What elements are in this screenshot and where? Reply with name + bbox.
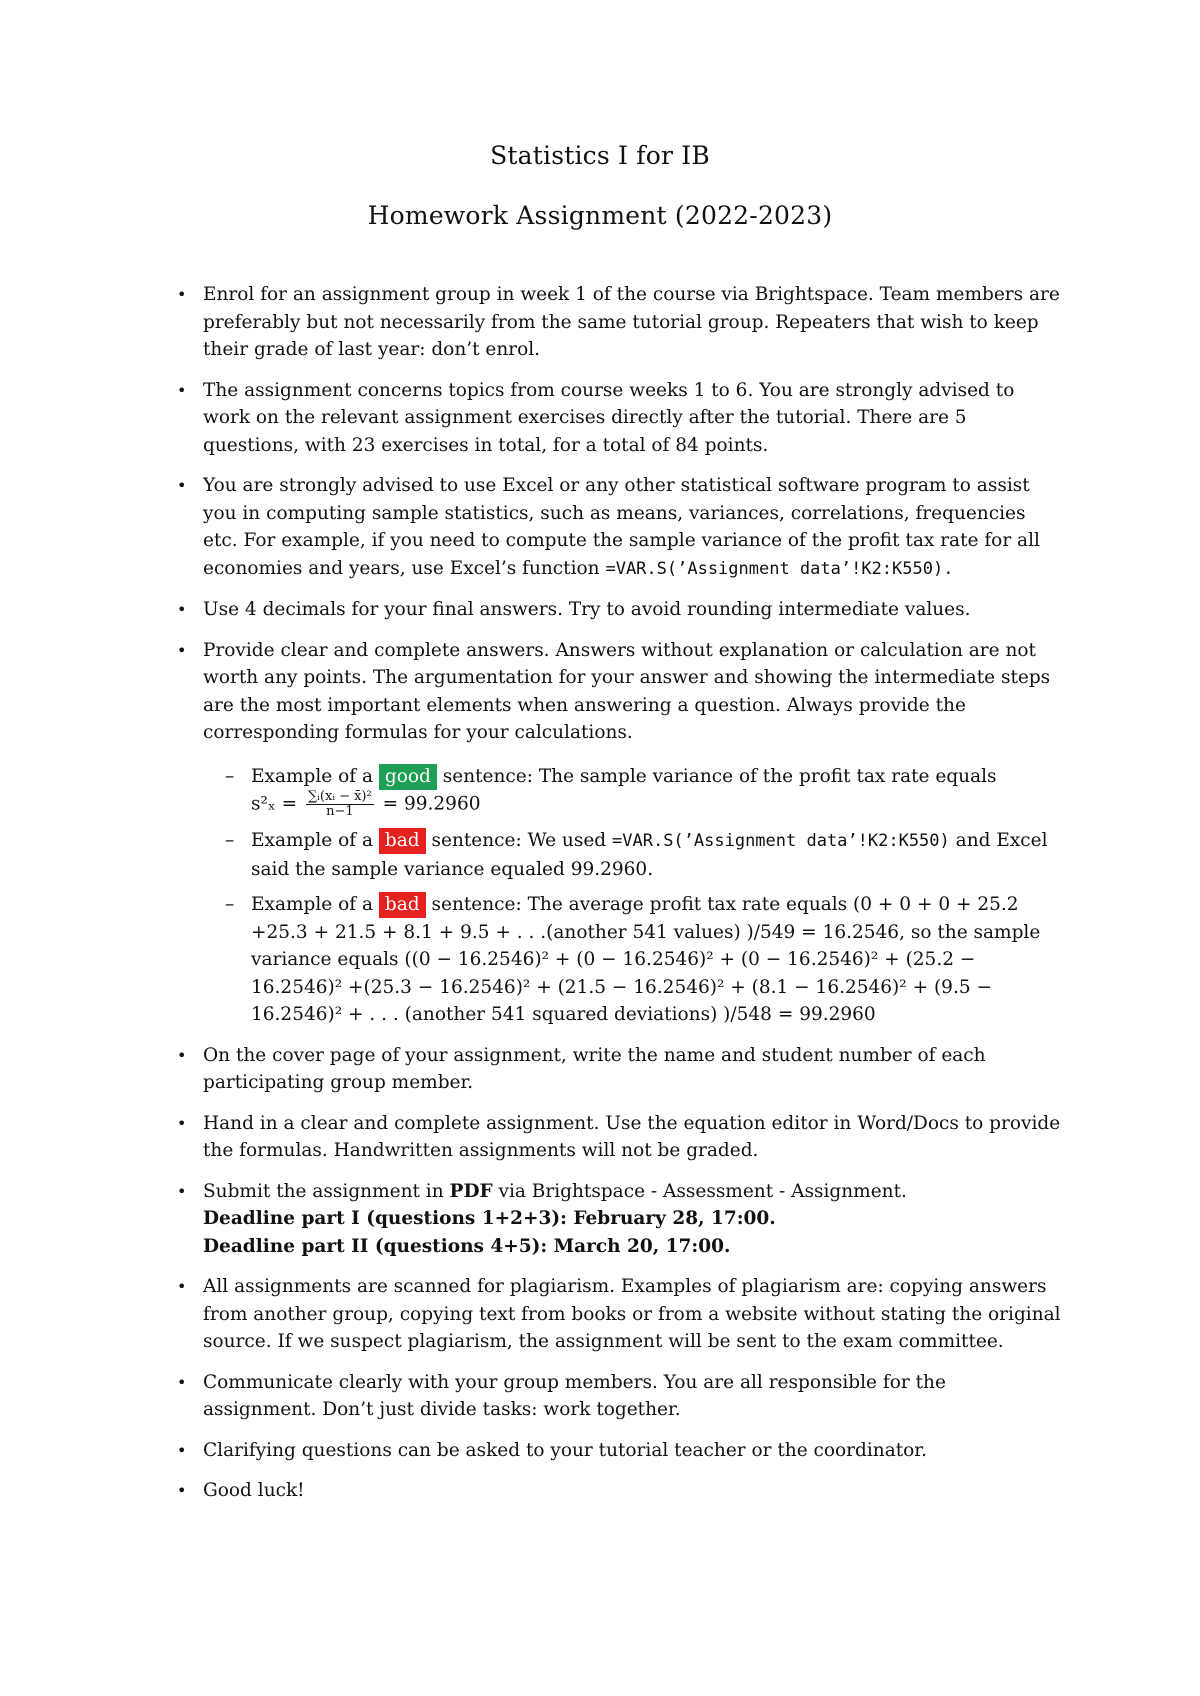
bullet-answers: • Provide clear and complete answers. Answers without explanation or calculation are not worth any points. The argumentation for your answer and showing the intermediate steps are the most important elements when answering a question. Always provide the corresponding formulas for your calculations. – Example of a good sentence: The sample variance of the profit tax rate equals s²ₓ = $\frac{\text{∑ᵢ(xᵢ − x̄)²}}{n-1}$ = 99.2960 – Example of a bad sentence: We used =VAR.S(’Assignment data’!K2:K550) and Excel said the sample variance equaled 99.2960. – Example of a bad sentence: The average profit tax rate equals (0 + 0 + 0 + 25.2 +25.3 + 21.5 + 8.1 + 9.5 + . . .(another 541 values) )/549 = 16.2546, so the sample variance equals ((0 − 16.2546)² + (0 − 16.2546)² + (0 − 16.2546)² + (25.2 − 16.2546)² +(25.3 − 16.2546)² + (21.5 − 16.2546)² + (8.1 − 16.2546)² + (9.5 − 16.2546)² + . . . (another 541 squared deviations) )/548 = 99.2960	[173, 637, 1063, 1029]
example-good: – Example of a good sentence: The sample variance of the profit tax rate equals s²ₓ = $\frac{\text{∑ᵢ(xᵢ − x̄)²}}{n-1}$ = 99.2960	[203, 763, 1063, 820]
bullet-plagiarism: • All assignments are scanned for plagiarism. Examples of plagiarism are: copying answers from another group, copying text from books or from a website without stating the original source. If we suspect plagiarism, the assignment will be sent to the exam committee.	[173, 1273, 1063, 1356]
bad-highlight: bad	[379, 892, 426, 918]
bullet-hand-in: • Hand in a clear and complete assignment. Use the equation editor in Word/Docs to provide the formulas. Handwritten assignments will not be graded.	[173, 1110, 1063, 1165]
variance-fraction: $\frac{\text{∑ᵢ(xᵢ − x̄)²}}{n-1}$	[308, 789, 372, 819]
example-list	[203, 763, 1063, 1029]
example-bad-1: – Example of a bad sentence: We used =VAR.S(’Assignment data’!K2:K550) and Excel said the sample variance equaled 99.2960.	[203, 827, 1063, 883]
page-subtitle: Homework Assignment (2022-2023)	[367, 201, 833, 230]
variance-formula: s²ₓ = $\frac{\text{∑ᵢ(xᵢ − x̄)²}}{n-1}$ = 99.2960	[251, 789, 481, 819]
bullet-topics: • The assignment concerns topics from course weeks 1 to 6. You are strongly advised to work on the relevant assignment exercises directly after the tutorial. There are 5 questions, with 23 exercises in total, for a total of 84 points.	[173, 377, 1063, 460]
instruction-list	[173, 281, 1063, 1518]
good-highlight: good	[379, 764, 437, 790]
deadline-part-1: Deadline part I (questions 1+2+3): February 28, 17:00.	[203, 1208, 776, 1229]
bullet-enrol: • Enrol for an assignment group in week 1 of the course via Brightspace. Team members are preferably but not necessarily from the same tutorial group. Repeaters that wish to keep their grade of last year: don’t enrol.	[173, 281, 1063, 364]
excel-formula-example: =VAR.S(’Assignment data’!K2:K550)	[612, 831, 950, 851]
bullet-communicate: • Communicate clearly with your group members. You are all responsible for the assignment. Don’t just divide tasks: work together.	[173, 1369, 1063, 1424]
example-bad-2: – Example of a bad sentence: The average profit tax rate equals (0 + 0 + 0 + 25.2 +25.3 + 21.5 + 8.1 + 9.5 + . . .(another 541 values) )/549 = 16.2546, so the sample variance equals ((0 − 16.2546)² + (0 − 16.2546)² + (0 − 16.2546)² + (25.2 − 16.2546)² +(25.3 − 16.2546)² + (21.5 − 16.2546)² + (8.1 − 16.2546)² + (9.5 − 16.2546)² + . . . (another 541 squared deviations) )/548 = 99.2960	[203, 891, 1063, 1029]
page-title: Statistics I for IB	[490, 141, 710, 170]
excel-formula: =VAR.S(’Assignment data’!K2:K550).	[605, 558, 954, 579]
pdf-label: PDF	[449, 1180, 493, 1202]
bullet-cover-page: • On the cover page of your assignment, write the name and student number of each participating group member.	[173, 1042, 1063, 1097]
deadline-part-2: Deadline part II (questions 4+5): March 20, 17:00.	[203, 1235, 731, 1257]
bullet-decimals: • Use 4 decimals for your final answers. Try to avoid rounding intermediate values.	[173, 596, 1063, 624]
bullet-software: • You are strongly advised to use Excel or any other statistical software program to assist you in computing sample statistics, such as means, variances, correlations, frequencies etc. For example, if you need to compute the sample variance of the profit tax rate for all economies and years, use Excel’s function =VAR.S(’Assignment data’!K2:K550).	[173, 472, 1063, 583]
bullet-questions: • Clarifying questions can be asked to your tutorial teacher or the coordinator.	[173, 1437, 1063, 1465]
bullet-submit: • Submit the assignment in PDF via Brightspace - Assessment - Assignment. Deadline part I (questions 1+2+3): February 28, 17:00. Deadline part II (questions 4+5): March 20, 17:00.	[173, 1178, 1063, 1261]
bad-highlight: bad	[379, 828, 426, 854]
bullet-good-luck: • Good luck!	[173, 1477, 1063, 1505]
